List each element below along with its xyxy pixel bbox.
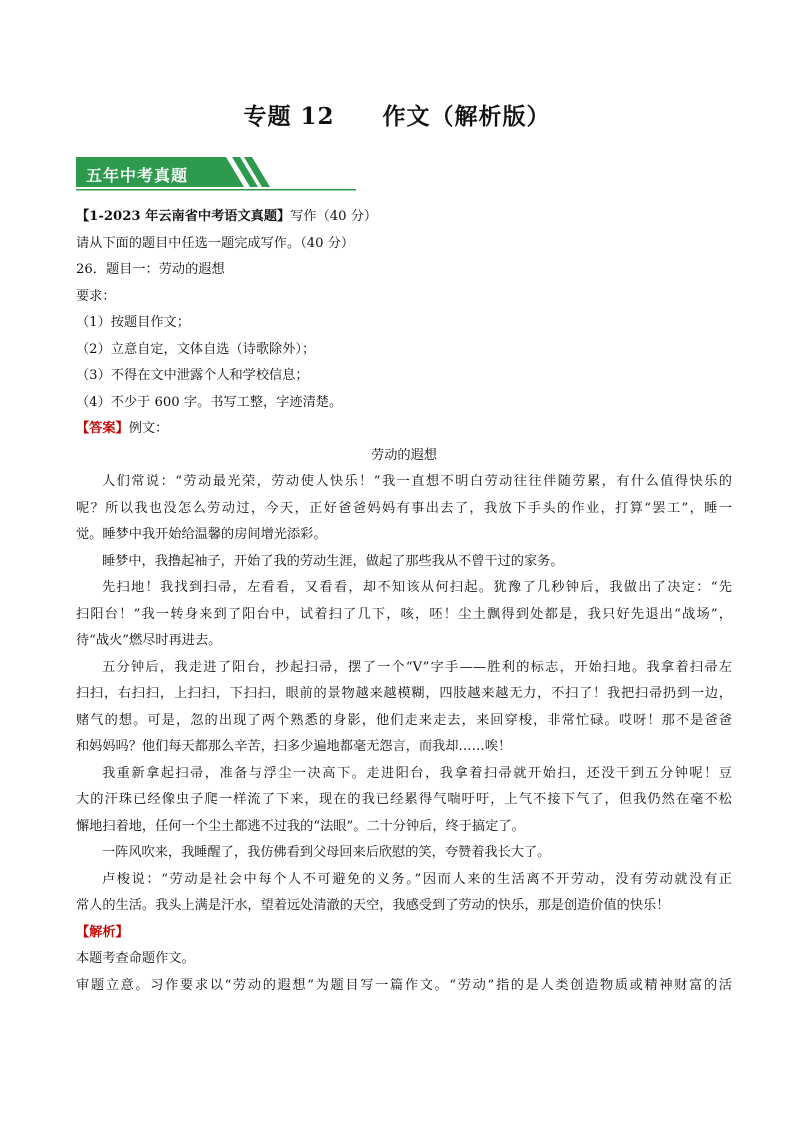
essay-line: 懈地扫着地，任何一个尘土都逃不过我的“法眼”。二十分钟后，终于搞定了。 — [76, 818, 525, 834]
analysis-line: 本题考查命题作文。 — [76, 951, 195, 966]
page-title: 专题 12 作文（解析版） — [243, 103, 551, 130]
requirement-item: （1）按题目作文； — [76, 315, 190, 330]
essay-line: 我重新拿起扫帚，准备与浮尘一决高下。走进阳台，我拿着扫帚就开始扫，还没干到五分钟呢！豆 — [102, 765, 732, 781]
essay-line: 待“战火”燃尽时再进去。 — [76, 633, 222, 648]
essay-line: 一阵风吹来，我睡醒了，我仿佛看到父母回来后欣慰的笑，夸赞着我长大了。 — [102, 845, 551, 860]
essay-line: 觉。睡梦中我开始给温馨的房间增光添彩。 — [76, 527, 327, 542]
answer-heading — [76, 416, 732, 443]
answer-suffix: 例文： — [128, 421, 169, 436]
essay-line: 人们常说：“劳动最光荣，劳动使人快乐！”我一直想不明白劳动往往伴随劳累，有什么值得快乐的 — [102, 474, 732, 489]
requirement-item: （2）立意自定，文体自选（诗歌除外）； — [76, 341, 316, 357]
essay-title: 劳动的遐想 — [371, 447, 437, 463]
question-source-suffix: 写作（40 分） — [290, 209, 378, 224]
essay-line: 先扫地！我找到扫帚，左看看，又看看，却不知该从何扫起。犹豫了几秒钟后，我做出了决定：“先 — [102, 580, 732, 595]
section-banner-label: 五年中考真题 — [86, 166, 189, 185]
requirements-label: 要求： — [76, 288, 116, 304]
document-body — [76, 204, 732, 999]
analysis-label: 【解析】 — [76, 924, 129, 940]
question-instruction: 请从下面的题目中任选一题完成写作。（40 分） — [76, 235, 355, 251]
question-source-label: 【1-2023 年云南省中考语文真题】 — [76, 209, 291, 224]
essay-line: 扫阳台！”我一转身来到了阳台中，试着扫了几下，咳，呸！尘土飘得到处都是，我只好先退出“战场”， — [76, 606, 732, 622]
question-prompt: 26．题目一：劳动的遐想 — [76, 262, 225, 277]
essay-line: 呢？所以我也没怎么劳动过，今天，正好爸爸妈妈有事出去了，我放下手头的作业，打算“罢工”，睡一 — [76, 500, 732, 516]
essay-line: 卢梭说：“劳动是社会中每个人不可避免的义务。”因而人来的生活离不开劳动，没有劳动就没有正 — [102, 871, 732, 887]
essay-line: 和妈妈吗？他们每天都那么辛苦，扫多少遍地都毫无怨言，而我却……唉！ — [76, 739, 512, 754]
requirement-item: （4）不少于 600 字。书写工整，字迹清楚。 — [76, 394, 343, 410]
question-source — [76, 204, 732, 231]
essay-line: 大的汗珠已经像虫子爬一样流了下来，现在的我已经累得气喘吁吁，上气不接下气了，但我仍然在毫不松 — [76, 792, 732, 807]
essay-line: 常人的生活。我头上满是汗水，望着远处清澈的天空，我感受到了劳动的快乐，那是创造价值的快乐！ — [76, 898, 670, 913]
section-banner — [76, 157, 356, 193]
essay-line: 赌气的想。可是，忽的出现了两个熟悉的身影，他们走来走去，来回穿梭，非常忙碌。哎呀！那不是爸爸 — [76, 712, 732, 728]
requirement-item: （3）不得在文中泄露个人和学校信息； — [76, 368, 309, 383]
analysis-line: 审题立意。习作要求以“劳动的遐想”为题目写一篇作文。“劳动”指的是人类创造物质或精神财富的活 — [76, 977, 732, 993]
essay-line: 睡梦中，我撸起袖子，开始了我的劳动生涯，做起了那些我从不曾干过的家务。 — [102, 553, 564, 569]
essay-line: 扫扫，右扫扫，上扫扫，下扫扫，眼前的景物越来越模糊，四肢越来越无力，不扫了！我把扫帚扔到一边， — [76, 686, 732, 701]
answer-label: 【答案】 — [76, 421, 129, 436]
essay-line: 五分钟后，我走进了阳台，抄起扫帚，摆了一个“V”字手——胜利的标志，开始扫地。我拿着扫帚左 — [102, 659, 732, 675]
